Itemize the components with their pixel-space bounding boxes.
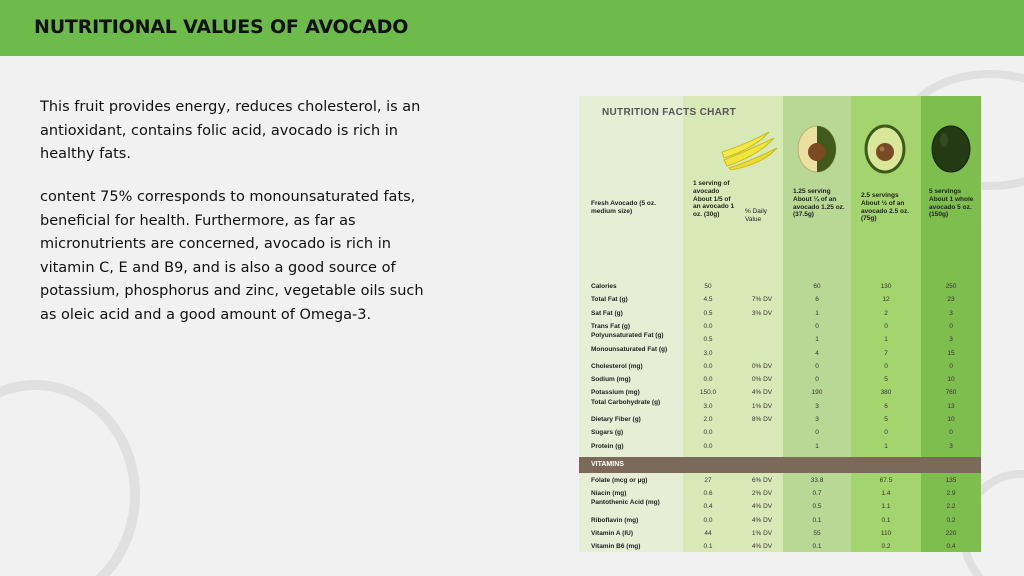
row-cell: 4% DV — [751, 516, 773, 524]
row-cell: 150.0 — [699, 389, 717, 397]
row-cell: 6% DV — [751, 477, 773, 484]
row-cell: 0.1 — [812, 516, 822, 524]
row-cell: 380 — [880, 389, 892, 397]
row-cell: 0.0 — [703, 516, 713, 524]
row-cell: 1 — [815, 442, 819, 450]
row-label: Potassium (mg) — [591, 389, 640, 397]
row-cell: 3 — [815, 416, 819, 423]
row-cell: 3.0 — [703, 402, 713, 410]
avocado-whole-icon — [929, 122, 973, 174]
row-cell: 13 — [947, 402, 955, 410]
row-label: Trans Fat (g) — [591, 322, 631, 330]
row-cell: 130 — [880, 283, 892, 290]
row-cell: 60 — [813, 283, 821, 290]
row-cell: 3.0 — [703, 349, 713, 357]
row-cell: 3 — [949, 442, 953, 450]
header-serving3: 2.5 servings About ½ of an avocado 2.5 oz. (75g) — [861, 192, 910, 223]
row-cell: 1 — [884, 442, 888, 450]
row-cell: 190 — [811, 389, 823, 397]
row-cell: 7% DV — [751, 296, 773, 304]
row-cell: 4 — [815, 349, 819, 357]
row-cell: 6 — [884, 402, 888, 410]
row-cell: 8% DV — [751, 416, 773, 423]
row-cell: 220 — [945, 529, 957, 537]
row-label: Sugars (g) — [591, 429, 624, 437]
row-cell: 0 — [884, 429, 888, 437]
header-serving4: 5 servings About 1 whole avocado 5 oz. (150g) — [929, 188, 974, 219]
row-cell: 3 — [815, 402, 819, 410]
page-title: NUTRITIONAL VALUES OF AVOCADO — [34, 16, 409, 38]
row-cell: 3% DV — [751, 309, 773, 317]
chart-title: NUTRITION FACTS CHART — [602, 107, 737, 118]
row-cell: 760 — [945, 389, 957, 397]
row-cell: 4.5 — [703, 296, 713, 304]
row-cell: 0 — [949, 322, 953, 330]
row-label: Vitamin A (IU) — [591, 529, 634, 537]
intro-paragraph: This fruit provides energy, reduces cholesterol, is an antioxidant, contains folic acid, avocado is rich in healthy fats. — [40, 99, 421, 162]
header-serving2: 1.25 serving About ¼ of an avocado 1.25 oz. (37.5g) — [793, 188, 845, 219]
row-cell: 0 — [949, 429, 953, 437]
row-label: Vitamin B6 (mg) — [591, 543, 641, 550]
row-label: Dietary Fiber (g) — [591, 416, 641, 423]
row-cell: 5 — [884, 376, 888, 384]
row-cell: 50 — [704, 283, 712, 290]
header-serving1: 1 serving of avocado About 1/5 of an avocado 1 oz. (30g) — [693, 180, 735, 219]
row-cell: 0.0 — [703, 429, 713, 437]
row-cell: 15 — [947, 349, 955, 357]
row-cell: 0.0 — [703, 362, 713, 370]
row-cell: 10 — [947, 376, 955, 384]
row-cell: 0 — [815, 376, 819, 384]
vitamins-bar — [579, 457, 981, 473]
row-cell: 0.6 — [703, 490, 713, 498]
row-cell: 0.0 — [703, 442, 713, 450]
header-bar — [0, 0, 1024, 56]
row-label: Polyunsaturated Fat (g) — [591, 332, 664, 340]
row-cell: 5 — [884, 416, 888, 423]
row-cell: 4% DV — [751, 503, 773, 511]
header-daily-value: % Daily Value — [745, 208, 768, 223]
avocado-slices-icon — [719, 130, 779, 170]
row-cell: 135 — [945, 477, 957, 484]
row-cell: 0 — [815, 362, 819, 370]
row-cell: 2 — [884, 309, 888, 317]
row-cell: 0% DV — [751, 376, 773, 384]
row-cell: 7 — [884, 349, 888, 357]
row-cell: 2.9 — [946, 490, 956, 498]
row-cell: 12 — [882, 296, 890, 304]
row-cell: 0.7 — [812, 490, 822, 498]
row-cell: 4% DV — [751, 389, 773, 397]
row-cell: 0.1 — [703, 543, 713, 550]
row-cell: 1 — [815, 309, 819, 317]
row-cell: 10 — [947, 416, 955, 423]
row-cell: 2.2 — [946, 503, 956, 511]
content-paragraph: content 75% corresponds to monounsaturated fats, beneficial for health. Furthermore, as far as micronutrients are concerned, avocado is rich in vitamin C, E and B9, and is also a good source of potassium, phosphorus and zinc, vegetable oils such as oleic acid and a good amount of Omega-3. — [40, 189, 424, 323]
row-cell: 0.5 — [703, 309, 713, 317]
row-cell: 1% DV — [751, 529, 773, 537]
row-cell: 0 — [884, 322, 888, 330]
row-cell: 4% DV — [751, 543, 773, 550]
row-label: Folate (mcg or µg) — [591, 477, 648, 484]
row-cell: 0.2 — [946, 516, 956, 524]
row-cell: 0 — [884, 362, 888, 370]
row-cell: 27 — [704, 477, 712, 484]
row-cell: 0.2 — [881, 543, 891, 550]
background-sketch-left — [0, 380, 140, 576]
row-cell: 55 — [813, 529, 821, 537]
row-cell: 23 — [947, 296, 955, 304]
row-label: Niacin (mg) — [591, 490, 627, 498]
row-cell: 0.0 — [703, 376, 713, 384]
row-cell: 0.4 — [703, 503, 713, 511]
row-cell: 2% DV — [751, 490, 773, 498]
row-label: Cholesterol (mg) — [591, 362, 643, 370]
row-cell: 1 — [815, 336, 819, 344]
row-cell: 1% DV — [751, 402, 773, 410]
row-label: Riboflavin (mg) — [591, 516, 639, 524]
row-cell: 0 — [815, 429, 819, 437]
row-cell: 0.1 — [812, 543, 822, 550]
row-cell: 3 — [949, 336, 953, 344]
row-cell: 44 — [704, 529, 712, 537]
row-label: Protein (g) — [591, 442, 624, 450]
row-cell: 0% DV — [751, 362, 773, 370]
row-cell: 2.0 — [703, 416, 713, 423]
row-cell: 1.1 — [881, 503, 891, 511]
header-item: Fresh Avocado (5 oz. medium size) — [591, 200, 656, 215]
row-cell: 0.5 — [703, 336, 713, 344]
row-cell: 110 — [880, 529, 892, 537]
row-label: Monounsaturated Fat (g) — [591, 345, 668, 353]
avocado-quarter-icon — [795, 122, 839, 174]
row-cell: 0.0 — [703, 322, 713, 330]
avocado-half-icon — [863, 122, 907, 174]
row-label: Sodium (mg) — [591, 376, 631, 384]
row-cell: 33.8 — [810, 477, 824, 484]
vitamins-label: VITAMINS — [591, 461, 624, 468]
row-cell: 6 — [815, 296, 819, 304]
row-cell: 1 — [884, 336, 888, 344]
row-cell: 0.5 — [812, 503, 822, 511]
row-cell: 67.5 — [879, 477, 893, 484]
row-cell: 250 — [945, 283, 957, 290]
row-cell: 0 — [815, 322, 819, 330]
row-label: Pantothenic Acid (mg) — [591, 499, 660, 507]
row-label: Sat Fat (g) — [591, 309, 623, 317]
nutrition-facts-chart — [579, 96, 981, 552]
row-cell: 0.1 — [881, 516, 891, 524]
row-cell: 0.4 — [946, 543, 956, 550]
row-cell: 3 — [949, 309, 953, 317]
row-cell: 1.4 — [881, 490, 891, 498]
row-label: Total Fat (g) — [591, 296, 628, 304]
row-label: Total Carbohydrate (g) — [591, 398, 661, 406]
row-label: Calories — [591, 283, 617, 290]
row-cell: 0 — [949, 362, 953, 370]
